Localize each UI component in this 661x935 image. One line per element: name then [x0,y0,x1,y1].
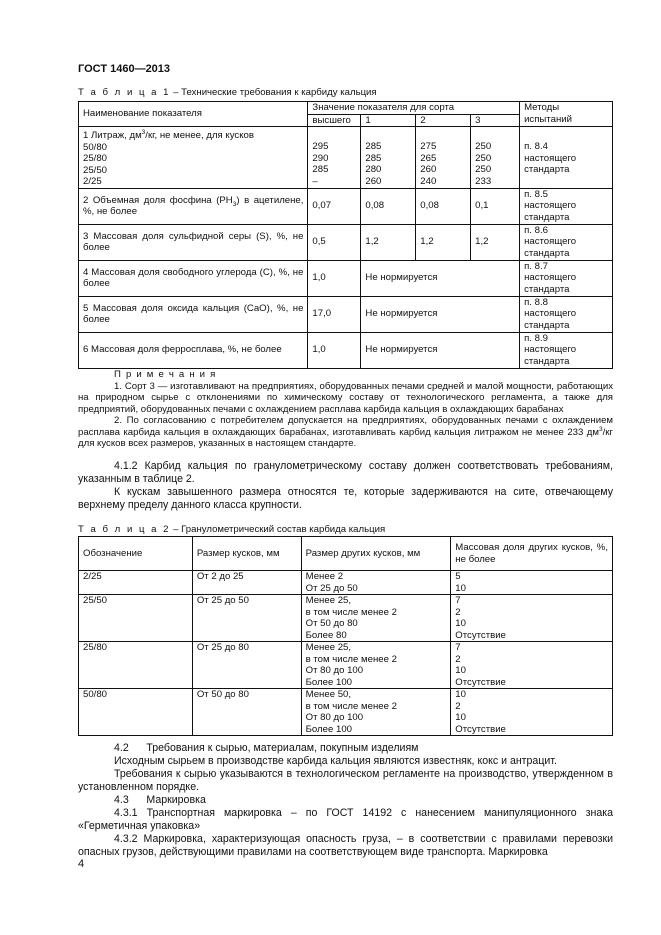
table2-caption: Т а б л и ц а 2 – Гранулометрический состав карбида кальция [78,524,386,535]
table1-header-values: Значение показателя для сорта [308,102,520,115]
table-row: 2 Объемная доля фосфина $(PH_3)$ в ацетилене, %, не более 0,07 0,08 0,08 0,1 п. 8.5 настоящего стандарта [79,188,613,224]
note-2: 2. По согласованию с потребителем допускается на предприятиях, оборудованных печами с охлаждением расплава карбида кальция в охлаждающих барабанах, изготавливать карбид кальция литражом не менее 233 $дм^3/кг$ для кусков всех размеров, указанных в настоящем стандарте. [78,415,613,449]
section-4-1-2: 4.1.2 Карбид кальция по гранулометрическому составу должен соответствовать требованиям, указанным в таблице 2. К кускам завышенного размера относятся те, которые задерживаются на сите, отвечающему верхнему пределу данного класса крупности. [78,460,613,511]
page-number: 4 [78,858,85,870]
table-row: 5 Массовая доля оксида кальция (CaO), %, не более 17,0 Не нормируется п. 8.8 настоящего стандарта [79,296,613,332]
grade-header: высшего [308,114,361,127]
table1-notes: П р и м е ч а н и я 1. Сорт 3 — изготавливают на предприятиях, оборудованных печами средней и малой мощности, работающих на природном сырье с отклонениями по химическому составу от технологического регламента, а также для предприятий, оборудованных печами с охлаждением расплава карбида кальция в охлаждающих барабанах 2. По согласованию с потребителем допускается на предприятиях, оборудованных печами с охлаждением расплава карбида кальция в охлаждающих барабанах, изготавливать карбид кальция литражом не менее 233 $дм^3/кг$ для кусков всех размеров, указанных в настоящем стандарте. [78,369,613,449]
table-row: 25/80 От 25 до 80 Менее 25, в том числе менее 2 От 80 до 100 Более 100 7 2 10 Отсутствие [79,642,613,689]
table-technical-requirements [78,101,613,369]
grade-header: 2 [416,114,471,127]
table-row: 1 Литраж, $дм^3/кг$, не менее, для кусков 50/80 25/80 25/50 2/25 295 290 285 – 285 285 280 260 275 265 260 240 250 250 250 233 п. 8.4 настоящего стандарта [79,127,613,189]
table1-header-name: Наименование показателя [79,102,308,127]
table1-caption: Т а б л и ц а 1 – Технические требования к карбиду кальция [78,87,377,98]
table1-header-methods: Методы испытаний [520,102,613,127]
grade-header: 3 [471,114,520,127]
table-row: 3 Массовая доля сульфидной серы (S), %, не более 0,5 1,2 1,2 1,2 п. 8.6 настоящего стандарта [79,224,613,260]
table-granulometric: Обозначение Размер кусков, мм Размер других кусков, мм Массовая доля других кусков, %, не более 2/25 От 2 до 25 Менее 2 От 25 до 50 5 10 25/50 От 25 до 50 Менее 25, в том числе менее 2 От 50 до 80 Более 80 7 2 10 Отсутствие 25/80 От 25 до 80 Менее 25, в том числе менее 2 От 80 до 100 Более 100 7 2 10 Отсутствие 50/80 От 50 до 80 Менее 50, в том числе менее 2 От 80 до 100 Более 100 10 2 10 Отсутствие [78,536,613,736]
table-row: 2/25 От 2 до 25 Менее 2 От 25 до 50 5 10 [79,571,613,595]
document-header: ГОСТ 1460—2013 [78,63,171,75]
table-row: 6 Массовая доля ферросплава, %, не более 1,0 Не нормируется п. 8.9 настоящего стандарта [79,332,613,368]
table-row: 4 Массовая доля свободного углерода (C), %, не более 1,0 Не нормируется п. 8.7 настоящего стандарта [79,260,613,296]
grade-header: 1 [361,114,416,127]
section-4-2-4-3: 4.2 Требования к сырью, материалам, покупным изделиям Исходным сырьем в производстве карбида кальция являются известняк, кокс и антрацит. Требования к сырью указываются в технологическом регламенте на производство, утвержденном в установленном порядке. 4.3 Маркировка 4.3.1 Транспортная маркировка – по ГОСТ 14192 с нанесением манипуляционного знака «Герметичная упаковка» 4.3.2 Маркировка, характеризующая опасность груза, – в соответствии с правилами перевозки опасных грузов, действующими правилами на соответствующем виде транспорта. Маркировка [78,742,613,858]
row1-title: 1 Литраж, $дм^3/кг$, не менее, для кусков [83,128,254,141]
table-row: 25/50 От 25 до 50 Менее 25, в том числе менее 2 От 50 до 80 Более 80 7 2 10 Отсутствие [79,595,613,642]
table-row: 50/80 От 50 до 80 Менее 50, в том числе менее 2 От 80 до 100 Более 100 10 2 10 Отсутствие [79,689,613,736]
